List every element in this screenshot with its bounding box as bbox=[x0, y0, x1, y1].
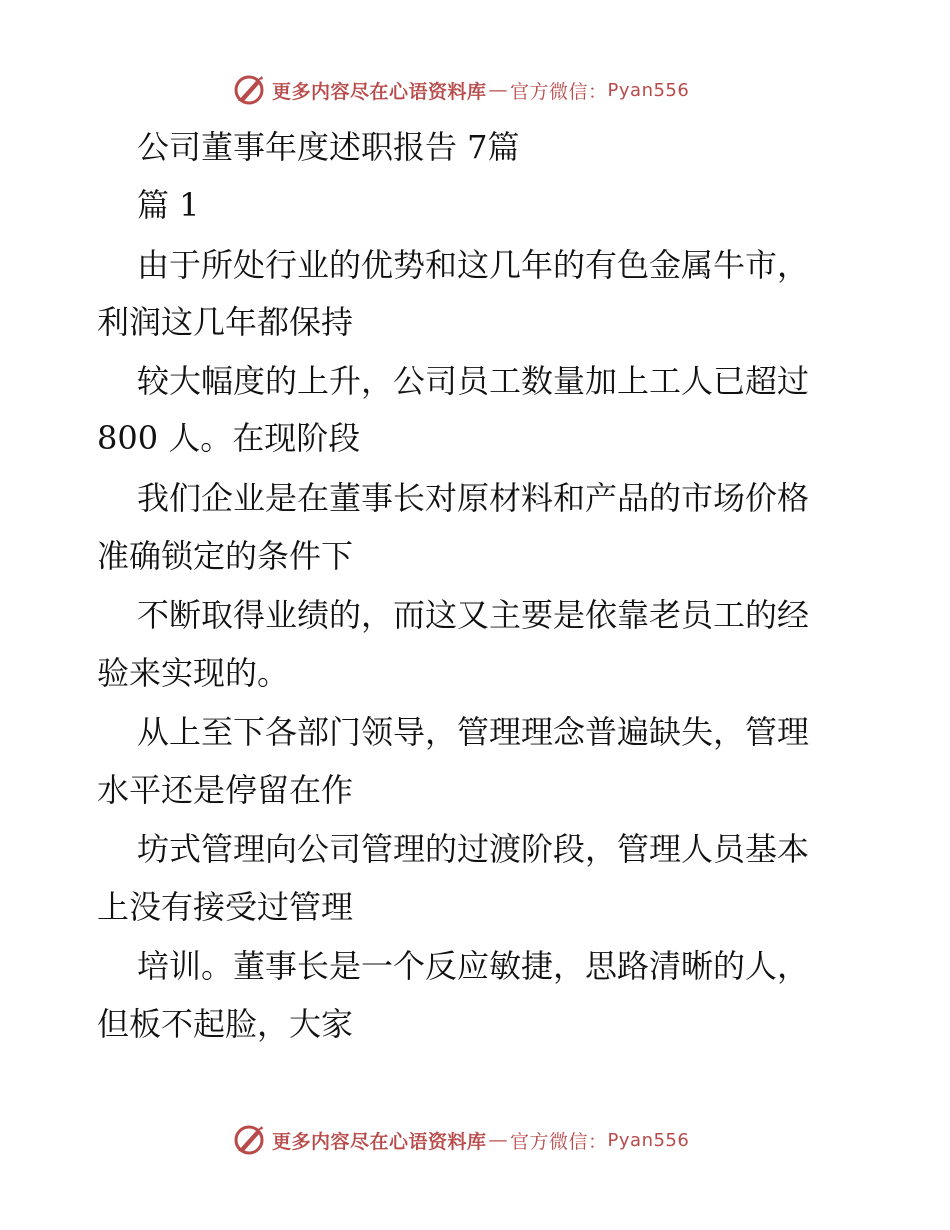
header-banner-suffix: 官方微信： bbox=[510, 80, 608, 103]
paragraph-line: 800 人。在现阶段 bbox=[97, 419, 361, 457]
header-banner bbox=[232, 70, 712, 110]
header-banner-separator: — bbox=[488, 79, 509, 101]
header-banner-text: 更多内容尽在心语资料库 bbox=[272, 80, 487, 103]
paragraph-line: 不断取得业绩的，而这又主要是依靠老员工的经 bbox=[137, 596, 810, 634]
header-wechat-id: Pyan556 bbox=[607, 79, 690, 101]
paragraph-line: 培训。董事长是一个反应敏捷，思路清晰的人， bbox=[137, 947, 810, 985]
quill-logo-icon bbox=[232, 73, 266, 107]
section-heading: 篇 1 bbox=[137, 186, 200, 224]
quill-logo-icon bbox=[232, 1123, 266, 1157]
footer-banner-text: 更多内容尽在心语资料库 bbox=[272, 1130, 487, 1153]
footer-banner-separator: — bbox=[488, 1129, 509, 1151]
paragraph-line: 我们企业是在董事长对原材料和产品的市场价格 bbox=[137, 479, 810, 517]
paragraph-line: 坊式管理向公司管理的过渡阶段，管理人员基本 bbox=[137, 830, 810, 868]
paragraph-line: 上没有接受过管理 bbox=[97, 888, 354, 926]
paragraph-line: 从上至下各部门领导，管理理念普遍缺失，管理 bbox=[137, 713, 810, 751]
paragraph-line: 水平还是停留在作 bbox=[97, 771, 354, 809]
footer-wechat-id: Pyan556 bbox=[607, 1129, 690, 1151]
paragraph-line: 验来实现的。 bbox=[97, 654, 290, 692]
paragraph-line: 由于所处行业的优势和这几年的有色金属牛市， bbox=[137, 246, 810, 284]
footer-banner-suffix: 官方微信： bbox=[510, 1130, 608, 1153]
paragraph-line: 较大幅度的上升，公司员工数量加上工人已超过 bbox=[137, 362, 810, 400]
footer-banner bbox=[232, 1120, 712, 1160]
paragraph-line: 利润这几年都保持 bbox=[97, 303, 354, 341]
paragraph-line: 准确锁定的条件下 bbox=[97, 537, 354, 575]
document-title: 公司董事年度述职报告 7篇 bbox=[137, 128, 520, 166]
paragraph-line: 但板不起脸，大家 bbox=[97, 1005, 354, 1043]
